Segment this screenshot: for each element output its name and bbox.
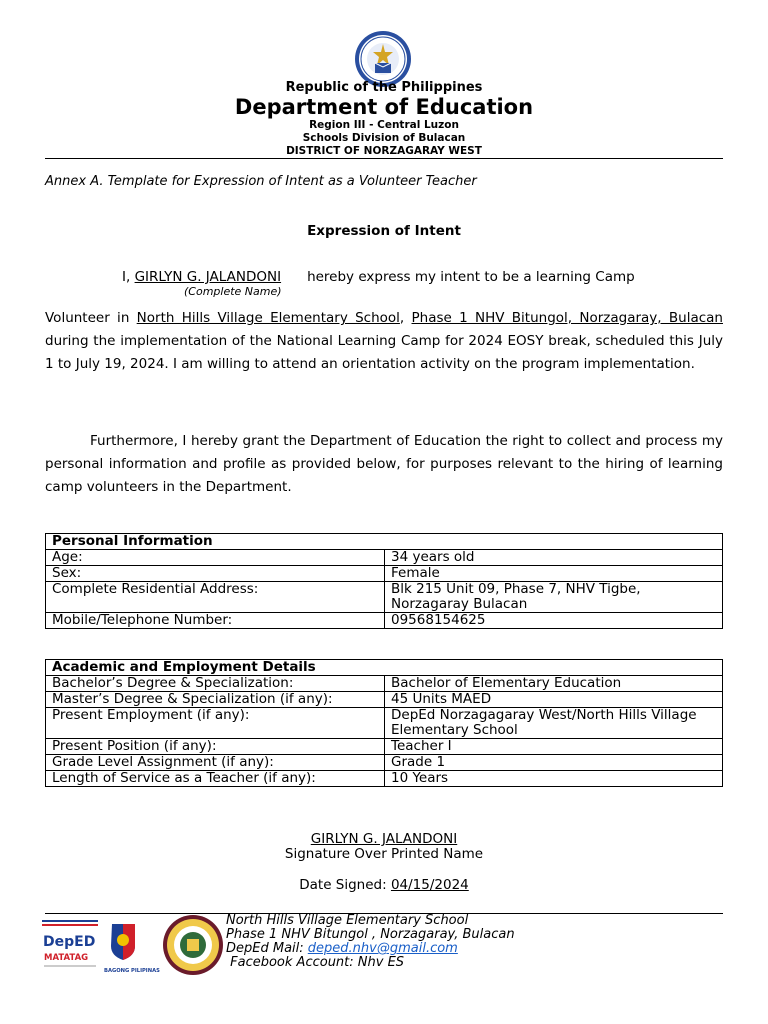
field-value: Grade 1 [385, 755, 723, 771]
field-label: Present Employment (if any): [46, 708, 385, 739]
deped-logo-text: DepED [43, 934, 96, 950]
field-value: Blk 215 Unit 09, Phase 7, NHV Tigbe, Norzagaray Bulacan [385, 582, 723, 613]
date-signed-line [0, 877, 768, 893]
signature-printed-name: GIRLYN G. JALANDONI [310, 831, 458, 847]
school-address: Phase 1 NHV Bitungol, Norzagaray, Bulacan [411, 310, 723, 326]
table-row [46, 755, 723, 771]
bagong-pilipinas-text: BAGONG PILIPINAS [104, 968, 160, 974]
footer-mail-line [226, 942, 515, 956]
table-row [46, 771, 723, 787]
district-line: DISTRICT OF NORZAGARAY WEST [286, 145, 482, 157]
table-row [46, 708, 723, 739]
field-label: Length of Service as a Teacher (if any): [46, 771, 385, 787]
table-row [46, 566, 723, 582]
field-label: Age: [46, 550, 385, 566]
intent-prefix: I, [122, 269, 135, 285]
table-row [46, 692, 723, 708]
date-label: Date Signed: [299, 877, 391, 893]
field-value: DepEd Norzagagaray West/North Hills Village Elementary School [385, 708, 723, 739]
academic-employment-table [45, 659, 723, 787]
field-label: Sex: [46, 566, 385, 582]
field-value: Bachelor of Elementary Education [385, 676, 723, 692]
division-line: Schools Division of Bulacan [302, 132, 466, 144]
p1-end: during the implementation of the National Learning Camp for 2024 EOSY break, scheduled this July 1 to July 19, 2024. I am willing to attend an orientation activity on the program implementation. [45, 333, 723, 372]
field-value: Teacher I [385, 739, 723, 755]
signature-name [0, 831, 768, 847]
field-value: 34 years old [385, 550, 723, 566]
footer-logos [40, 914, 226, 976]
email-link[interactable]: deped.nhv@gmail.com [307, 941, 458, 956]
field-label: Complete Residential Address: [46, 582, 385, 613]
signature-caption: Signature Over Printed Name [284, 846, 484, 862]
school-name: North Hills Village Elementary School [136, 310, 400, 326]
intent-paragraph [45, 307, 723, 376]
p1-comma: , [399, 310, 412, 326]
office-block [0, 119, 768, 158]
deped-matatag-logo [42, 921, 98, 966]
field-value: 45 Units MAED [385, 692, 723, 708]
field-label: Master’s Degree & Specialization (if any): [46, 692, 385, 708]
academic-heading: Academic and Employment Details [46, 660, 723, 676]
table-row [46, 550, 723, 566]
mail-label: DepEd Mail: [226, 941, 308, 956]
header-divider [45, 158, 723, 159]
intent-line [122, 269, 635, 285]
annex-caption: Annex A. Template for Expression of Intent as a Volunteer Teacher [45, 174, 477, 189]
facebook-account: Facebook Account: Nhv ES [230, 955, 405, 970]
school-seal-logo [163, 915, 223, 975]
field-label: Mobile/Telephone Number: [46, 613, 385, 629]
table-row [46, 676, 723, 692]
region-line: Region III - Central Luzon [309, 119, 459, 131]
document-title: Expression of Intent [307, 223, 461, 239]
intent-suffix: hereby express my intent to be a learning Camp [307, 269, 635, 285]
department-heading: Department of Education [234, 95, 534, 119]
field-value: 09568154625 [385, 613, 723, 629]
footer-address-block [226, 914, 515, 970]
footer-address: Phase 1 NHV Bitungol , Norzagaray, Bulacan [226, 927, 515, 942]
applicant-name: GIRLYN G. JALANDONI [134, 269, 282, 285]
date-signed-value: 04/15/2024 [390, 877, 469, 893]
field-label: Bachelor’s Degree & Specialization: [46, 676, 385, 692]
personal-info-table [45, 533, 723, 629]
p1-start: Volunteer in [45, 310, 137, 326]
complete-name-caption: (Complete Name) [184, 285, 282, 298]
republic-heading: Republic of the Philippines [285, 80, 483, 95]
personal-info-heading: Personal Information [46, 534, 723, 550]
footer-school-name: North Hills Village Elementary School [226, 913, 469, 928]
field-value: Female [385, 566, 723, 582]
table-row [46, 582, 723, 613]
footer-facebook [226, 956, 515, 970]
field-label: Grade Level Assignment (if any): [46, 755, 385, 771]
field-label: Present Position (if any): [46, 739, 385, 755]
matatag-logo-text: MATATAG [44, 953, 89, 963]
table-row [46, 739, 723, 755]
consent-paragraph: Furthermore, I hereby grant the Department of Education the right to collect and process my personal information and profile as provided below, for purposes relevant to the hiring of learning camp volunteers in the Department. [45, 433, 723, 495]
table-row [46, 613, 723, 629]
field-value: 10 Years [385, 771, 723, 787]
bagong-pilipinas-logo [104, 924, 160, 974]
